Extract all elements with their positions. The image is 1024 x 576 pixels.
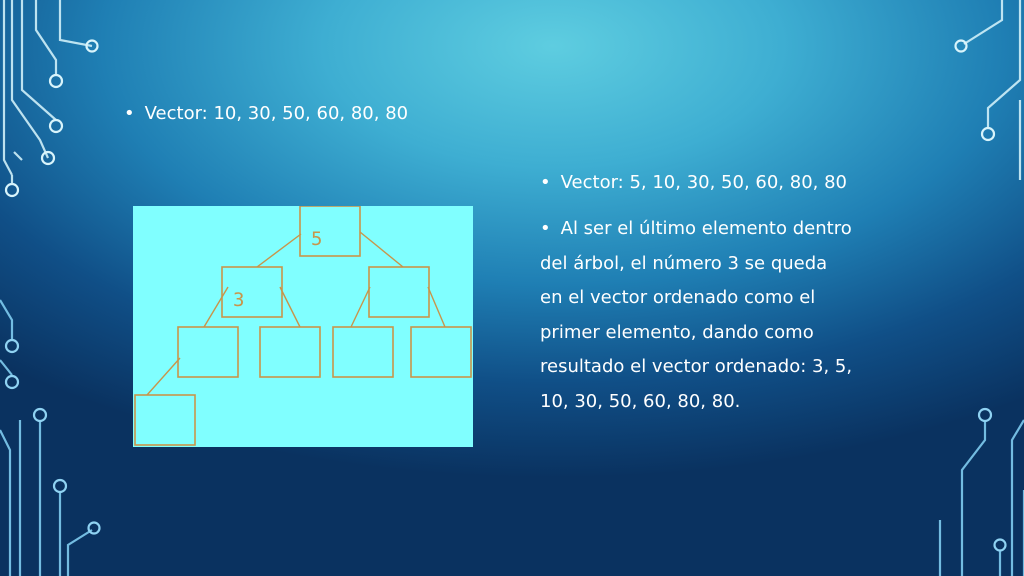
edge-left-lr xyxy=(280,287,300,327)
tree-node-root xyxy=(300,206,360,256)
edge-right-rl xyxy=(351,287,370,327)
explanation-line-3: en el vector ordenado como el xyxy=(540,287,816,308)
tree-node-right xyxy=(369,267,429,317)
root-node-label: 5 xyxy=(311,228,323,250)
explanation-line-2: del árbol, el número 3 se queda xyxy=(540,252,828,274)
top-vector-bullet xyxy=(124,102,408,126)
edge-root-left xyxy=(257,234,301,267)
right-vector-bullet xyxy=(540,171,847,195)
left-node-label: 3 xyxy=(233,289,245,311)
tree-node-empty xyxy=(333,327,393,377)
edge-root-right xyxy=(360,232,403,267)
explanation-bullet xyxy=(540,212,920,419)
tree-node-left xyxy=(222,267,282,317)
tree-node-empty xyxy=(178,327,238,377)
edge-ll-leaf xyxy=(147,358,180,395)
tree-node-empty xyxy=(260,327,320,377)
explanation-line-1: • Al ser el último elemento dentro xyxy=(540,212,920,247)
edge-right-rr xyxy=(428,287,445,327)
bullet-dot: • xyxy=(540,218,551,239)
tree-node-empty xyxy=(135,395,195,445)
explanation-line-6: 10, 30, 50, 60, 80, 80. xyxy=(540,390,741,412)
explanation-line-4: primer elemento, dando como xyxy=(540,321,814,343)
tree-edges xyxy=(133,206,473,447)
top-vector-text: Vector: 10, 30, 50, 60, 80, 80 xyxy=(144,103,409,124)
bullet-dot: • xyxy=(124,103,135,124)
bullet-dot: • xyxy=(540,172,551,193)
heap-tree-diagram xyxy=(133,206,473,447)
explanation-line-5: resultado el vector ordenado: 3, 5, xyxy=(540,356,853,377)
tree-node-empty xyxy=(411,327,471,377)
edge-left-ll xyxy=(204,287,228,327)
right-vector-text: Vector: 5, 10, 30, 50, 60, 80, 80 xyxy=(560,172,847,193)
